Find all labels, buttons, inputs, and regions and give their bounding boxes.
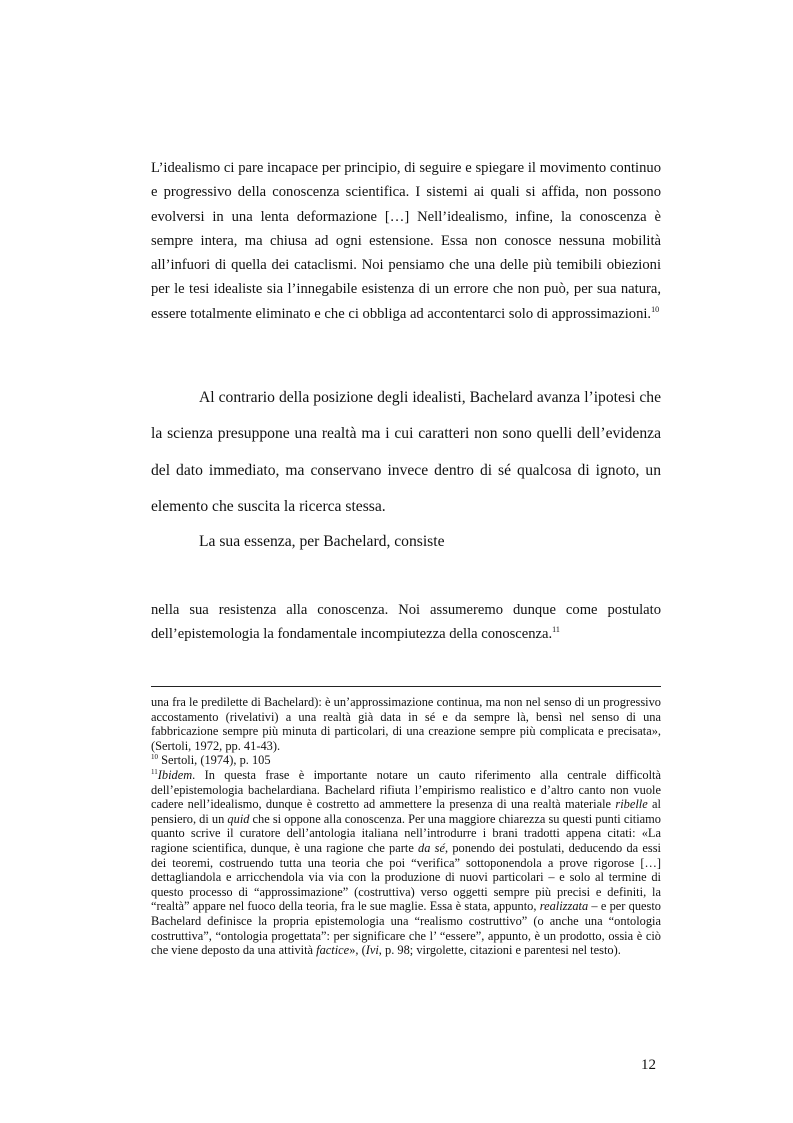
footnote-italic: Ivi: [365, 943, 379, 958]
block-quote-essence: [151, 598, 661, 647]
footnote-italic: Ibidem: [157, 768, 193, 782]
footnote-10: [151, 753, 661, 768]
footnote-number: 10: [151, 752, 158, 761]
footnote-ref-10[interactable]: 10: [651, 304, 660, 314]
footnote-italic: quid: [227, 811, 250, 826]
footnote-italic: da sé: [418, 840, 445, 855]
footnote-ref-11[interactable]: 11: [552, 625, 560, 635]
quote-text: nella sua resistenza alla conoscenza. Noi assumeremo dunque come postulato dell’epistemologia la fondamentale incompiutezza della conoscenza.: [151, 602, 661, 643]
footnote-number: 11: [151, 767, 158, 776]
footnote-text: Sertoli, (1974), p. 105: [161, 753, 271, 767]
footnote-italic: realizzata: [539, 899, 589, 914]
footnote-italic: factice: [316, 943, 350, 958]
footnote-continued: una fra le predilette di Bachelard): è un’approssimazione continua, ma non nel senso di un progressivo accostamento (rivelativi) a una realtà già data in sé e da sempre là, bensì nel senso di una fabbricazione sempre più minuta di particolari, di una creazione sempre più complicata e precisata», (Sertoli, 1972, pp. 41-43).: [151, 695, 661, 753]
footnote-11: $^{11}$Ibidem. In questa frase è importante notare un cauto riferimento alla centrale difficoltà dell’epistemologia bachelardiana. Bachelard rifiuta l’empirismo realistico e d’altro canto non vuole cadere nell’idealismo, dunque è costretto ad ammettere la presenza di una realtà materiale ribelle al pensiero, di un quid che si oppone alla conoscenza. Per una maggiore chiarezza su questi punti citiamo quanto scrive il curatore dell’antologia italiana nell’introdurre i brani tradotti appena citati: «La ragione scientifica, dunque, è una ragione che parte da sé, ponendo dei postulati, deducendo da essi dei teoremi, costruendo tutta una teoria che poi “verifica” sottoponendola a prove rigorose […] dettagliandola e arricchendola via via con la produzione di nuovi particolari – e solo al termine di questo processo di “approssimazione” (costruttiva) verso oggetti sempre più precisi e definiti, la “realtà” appare nel fuoco della teoria, fra le sue maglie. Essa è stata, appunto, realizzata – e per questo Bachelard definisce la propria epistemologia una “realismo costruttivo” (o anche una “ontologia costruttiva”, “ontologia progettata”: per significare che l’ “essere”, appunto, è un prodotto, ossia è ciò che viene deposto da una attività factice», (Ivi, p. 98; virgolette, citazioni e parentesi nel testo).: [151, 767, 661, 958]
footnote-italic: ribelle: [615, 797, 648, 812]
footnote-separator: [151, 686, 661, 687]
body-paragraph-1: Al contrario della posizione degli idealisti, Bachelard avanza l’ipotesi che la scienza presuppone una realtà ma i cui caratteri non sono quelli dell’evidenza del dato immediato, ma conservano invece dentro di sé qualcosa di ignoto, un elemento che suscita la ricerca stessa.: [151, 389, 661, 515]
body-paragraph-2: La sua essenza, per Bachelard, consiste: [199, 533, 445, 550]
block-quote-idealism: [151, 156, 661, 326]
quote-text: L’idealismo ci pare incapace per principio, di seguire e spiegare il movimento continuo e progressivo della conoscenza scientifica. I sistemi ai quali si affida, non possono evolversi in una lenta deformazione […] Nell’idealismo, infine, la conoscenza è sempre intera, ma chiusa ad ogni estensione. Essa non conosce nessuna mobilità all’infuori di quella dei cataclismi. Noi pensiamo che una delle più temibili obiezioni per le tesi idealiste sia l’innegabile esistenza di un errore che non può, per sua natura, essere totalmente eliminato e che ci obbliga ad accontentarci solo di approssimazioni.: [151, 160, 661, 322]
page-number: 12: [641, 1057, 656, 1073]
